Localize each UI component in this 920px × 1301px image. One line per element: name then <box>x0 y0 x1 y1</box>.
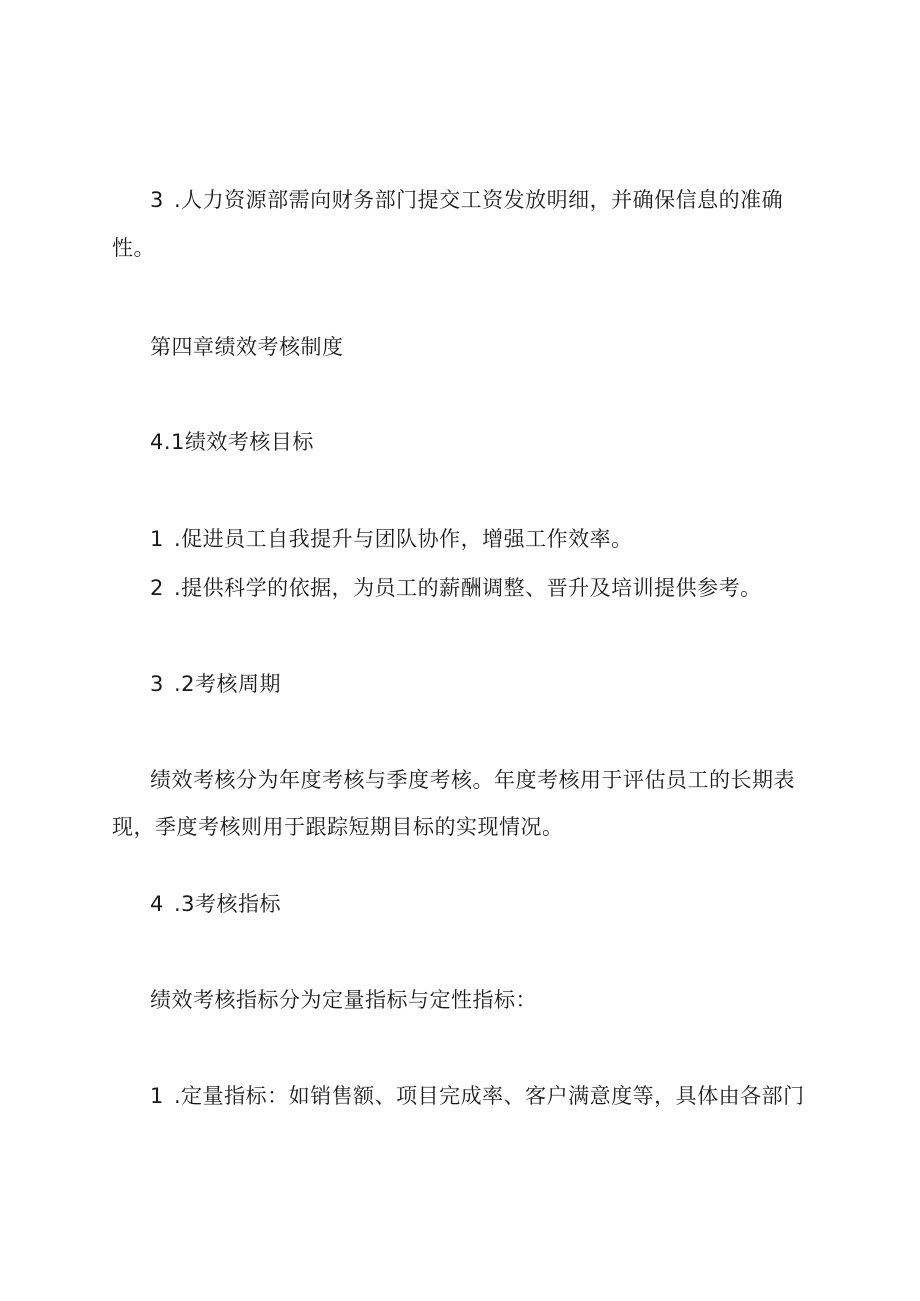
section-heading-text: .3考核指标 <box>174 892 282 916</box>
list-item-text: .促进员工自我提升与团队协作，增强工作效率。 <box>174 527 633 551</box>
list-item-1 <box>0 525 920 553</box>
section-heading-4-1: 4.1绩效考核目标 <box>150 430 314 454</box>
paragraph-line: 现，季度考核则用于跟踪短期目标的实现情况。 <box>112 815 564 839</box>
section-heading-text: .2考核周期 <box>174 672 282 696</box>
list-item-text: 性。 <box>112 236 155 260</box>
list-item-2 <box>0 574 920 602</box>
list-item-text: .人力资源部需向财务部门提交工资发放明细，并确保信息的准确 <box>174 188 784 212</box>
chapter-title: 第四章绩效考核制度 <box>150 335 344 359</box>
paragraph-line: 绩效考核指标分为定量指标与定性指标： <box>150 988 537 1012</box>
list-number: 1 <box>150 527 164 551</box>
list-item-3-continuation <box>0 234 920 262</box>
section-heading-4-3 <box>0 890 920 918</box>
section-heading-4-2 <box>0 670 920 698</box>
list-number: 3 <box>150 188 164 212</box>
list-item-text: .定量指标：如销售额、项目完成率、客户满意度等，具体由各部门 <box>174 1084 805 1108</box>
list-item-text: .提供科学的依据，为员工的薪酬调整、晋升及培训提供参考。 <box>174 576 762 600</box>
list-number: 2 <box>150 576 164 600</box>
section-number: 3 <box>150 672 164 696</box>
list-number: 1 <box>150 1084 164 1108</box>
list-item-1 <box>0 1082 920 1110</box>
section-number: 4 <box>150 892 164 916</box>
paragraph-line: 绩效考核分为年度考核与季度考核。年度考核用于评估员工的长期表 <box>150 768 795 792</box>
list-item-3 <box>0 186 920 214</box>
